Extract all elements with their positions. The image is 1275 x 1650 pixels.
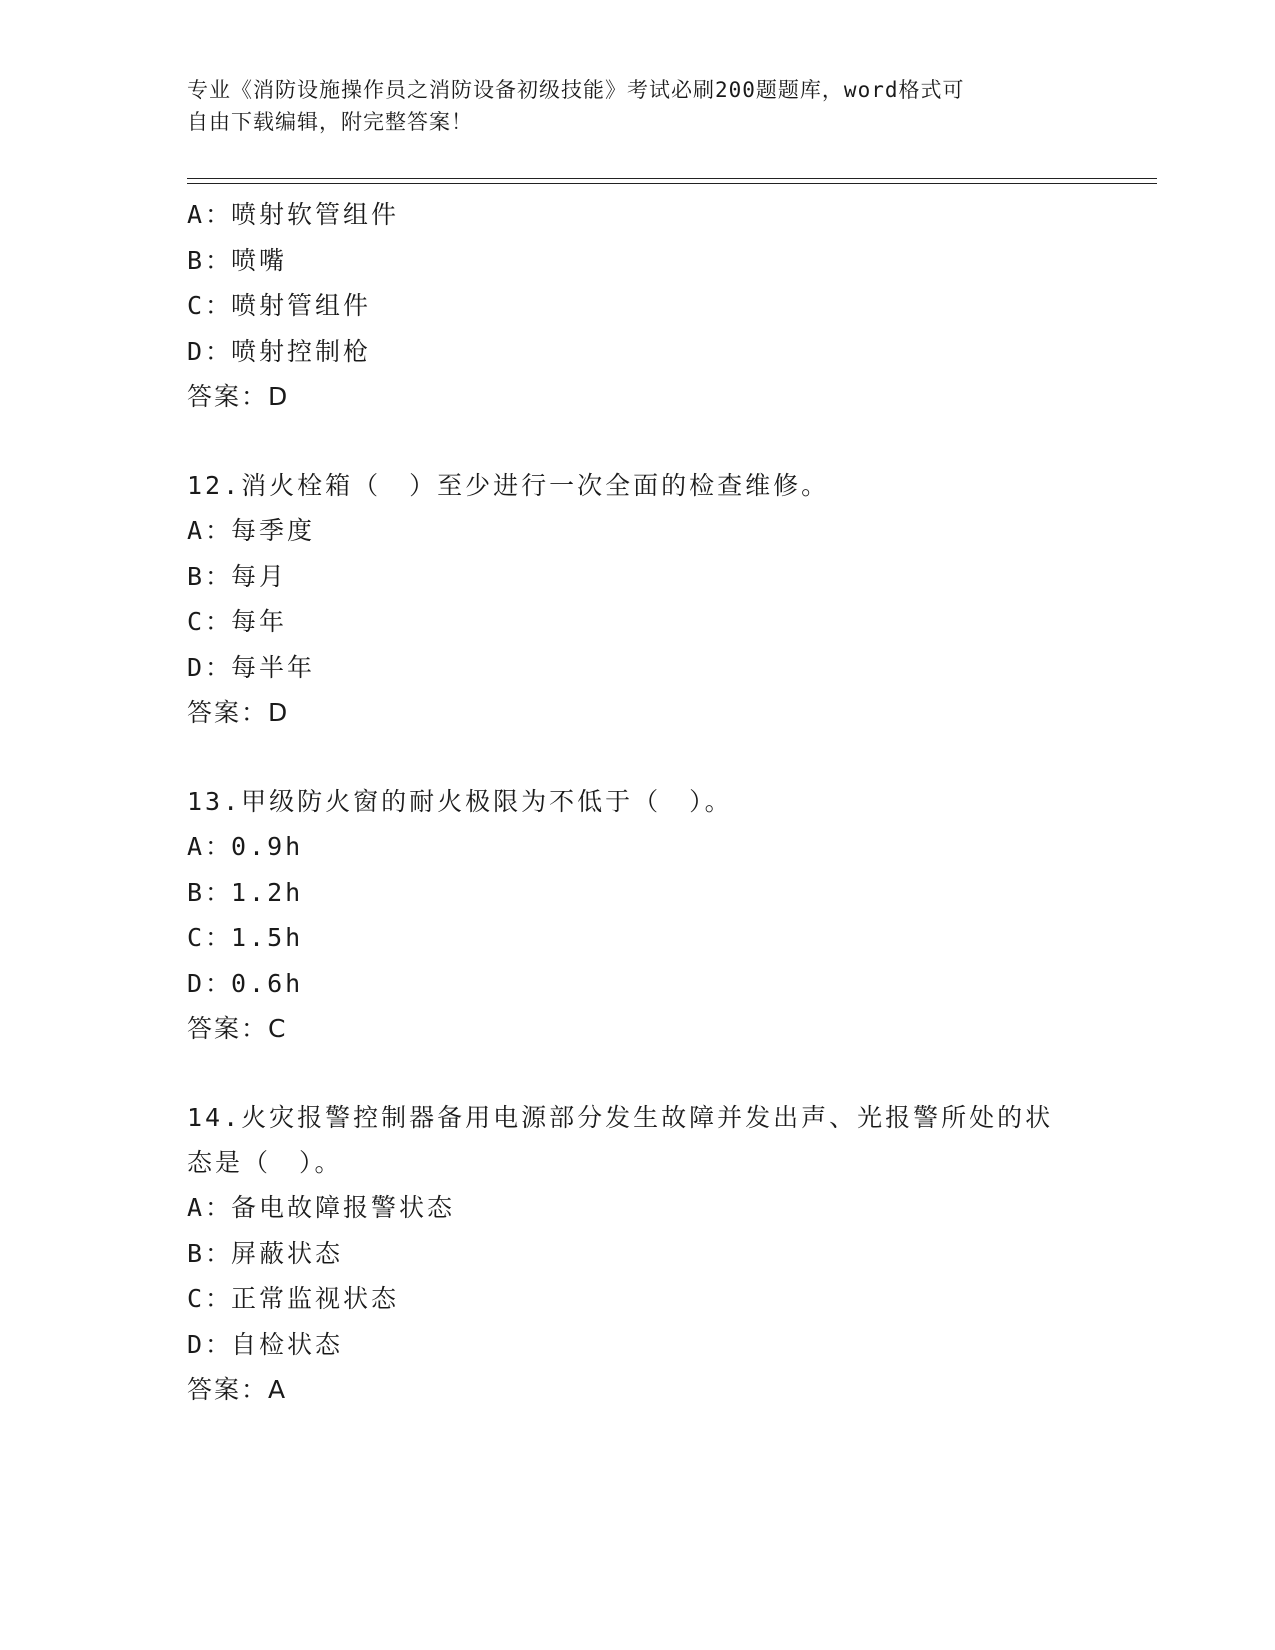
question-11-continuation: [187, 192, 1087, 419]
question-stem: 14.火灾报警控制器备用电源部分发生故障并发出声、光报警所处的状态是（ ）。: [187, 1103, 1054, 1177]
option-b: B：每月: [187, 561, 288, 591]
option-c: C：1.5h: [187, 923, 304, 952]
question-12: [187, 463, 1087, 735]
option-d: D：自检状态: [187, 1329, 344, 1359]
option-a: A：备电故障报警状态: [187, 1193, 456, 1222]
option-a: A：每季度: [187, 516, 316, 545]
question-14: [187, 1095, 1087, 1412]
option-c: C：喷射管组件: [187, 291, 372, 320]
option-c: C：正常监视状态: [187, 1284, 400, 1313]
question-13: [187, 779, 1087, 1051]
question-list: [187, 192, 1087, 1412]
answer: 答案：D: [187, 698, 290, 727]
option-a: A：喷射软管组件: [187, 200, 400, 229]
header-divider-bottom: [187, 183, 1157, 184]
option-b: B：喷嘴: [187, 245, 288, 275]
header-line-1: 专业《消防设施操作员之消防设备初级技能》考试必刷200题题库，word格式可: [187, 78, 965, 102]
option-d: D：喷射控制枪: [187, 336, 372, 366]
option-b: B：屏蔽状态: [187, 1238, 344, 1268]
option-a: A：0.9h: [187, 832, 304, 861]
header-divider-top: [187, 178, 1157, 179]
option-c: C：每年: [187, 607, 288, 636]
option-d: D：每半年: [187, 652, 316, 682]
answer: 答案：C: [187, 1014, 288, 1043]
question-stem: 12.消火栓箱（ ）至少进行一次全面的检查维修。: [187, 471, 830, 500]
option-d: D：0.6h: [187, 968, 304, 998]
option-b: B：1.2h: [187, 877, 304, 907]
document-header: [187, 74, 1087, 138]
question-stem: 13.甲级防火窗的耐火极限为不低于（ ）。: [187, 787, 733, 816]
answer: 答案：A: [187, 1375, 288, 1404]
header-line-2: 自由下载编辑，附完整答案！: [187, 110, 473, 134]
answer: 答案：D: [187, 382, 290, 411]
